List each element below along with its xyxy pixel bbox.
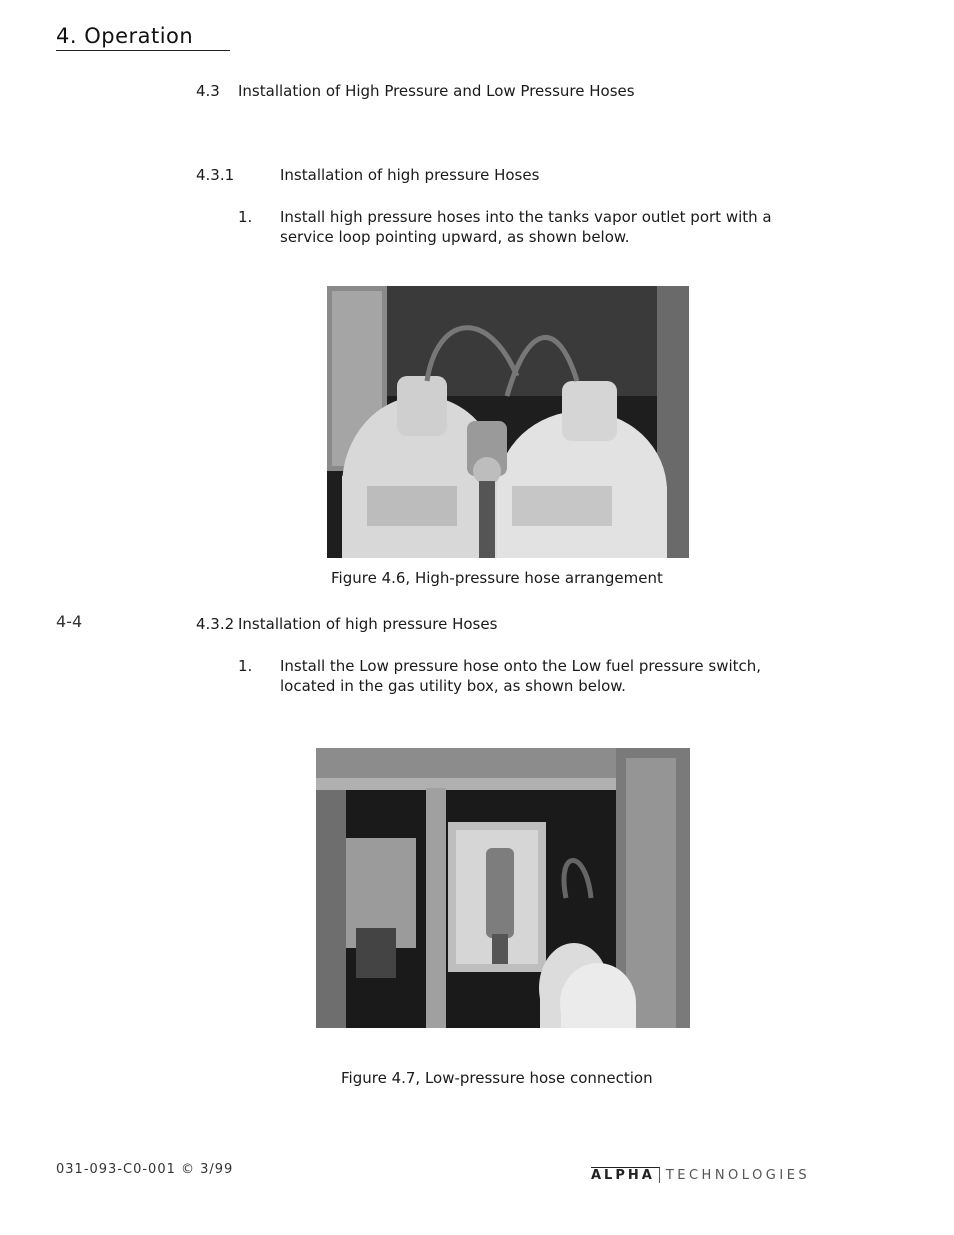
step-text-line: Install high pressure hoses into the tanks vapor outlet port with a (280, 208, 772, 226)
alpha-technologies-logo (591, 1167, 810, 1183)
step-number: 1. (238, 657, 253, 675)
section-4-3-2-title: Installation of high pressure Hoses (238, 615, 498, 633)
page-number: 4-4 (56, 612, 83, 631)
chapter-title: 4. Operation (56, 24, 230, 51)
logo-brand: ALPHA (591, 1167, 660, 1183)
figure-4-7-caption: Figure 4.7, Low-pressure hose connection (341, 1069, 653, 1087)
figure-4-6-caption: Figure 4.6, High-pressure hose arrangement (331, 569, 663, 587)
step-number: 1. (238, 208, 253, 226)
section-4-3-title: Installation of High Pressure and Low Pressure Hoses (238, 82, 635, 100)
figure-4-6-photo (327, 286, 689, 558)
step-text-line: located in the gas utility box, as shown below. (280, 677, 626, 695)
tank-photo-illustration (327, 286, 689, 558)
section-4-3-1-title: Installation of high pressure Hoses (280, 166, 540, 184)
section-4-3-1-number: 4.3.1 (196, 166, 235, 184)
section-4-3-number: 4.3 (196, 82, 220, 100)
section-4-3-2-number: 4.3.2 (196, 615, 235, 633)
step-text-line: service loop pointing upward, as shown below. (280, 228, 630, 246)
utility-box-photo-illustration (316, 748, 690, 1028)
logo-suffix: TECHNOLOGIES (665, 1167, 811, 1183)
step-text-line: Install the Low pressure hose onto the Low fuel pressure switch, (280, 657, 762, 675)
figure-4-7-photo (316, 748, 690, 1028)
document-id: 031-093-C0-001 © 3/99 (56, 1162, 234, 1177)
